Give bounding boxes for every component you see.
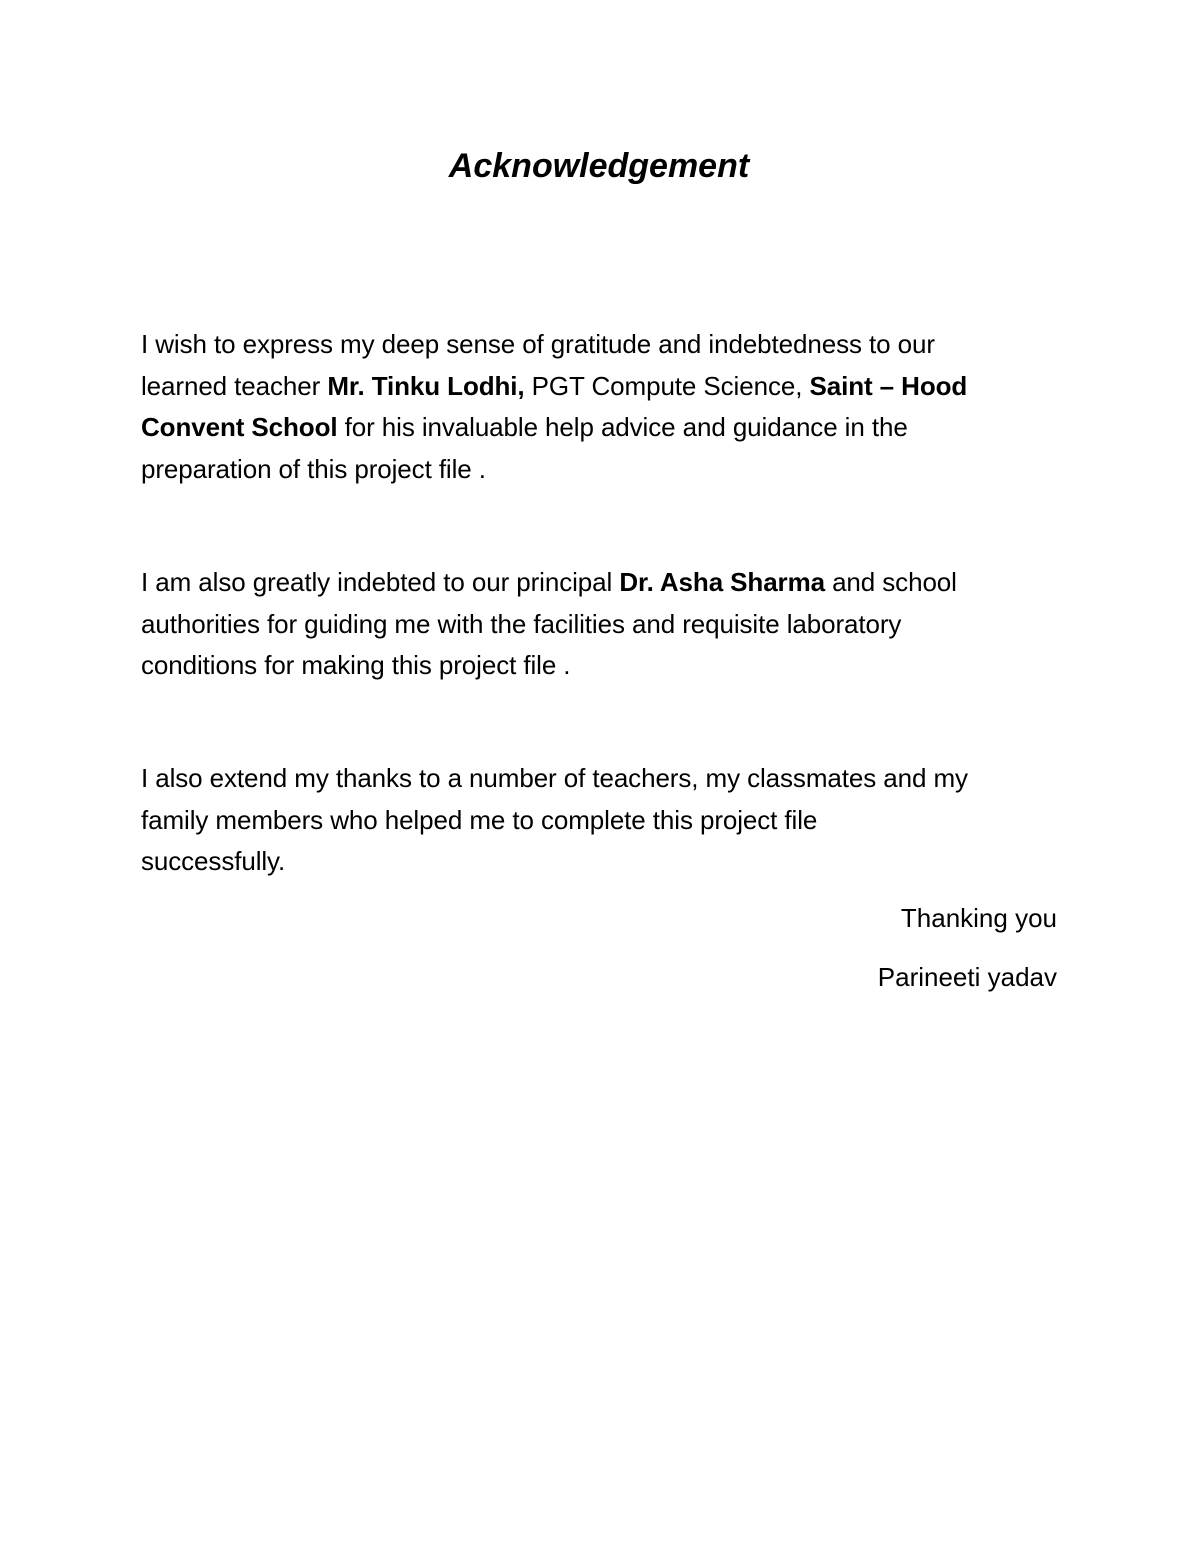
text-run: and school	[824, 567, 957, 597]
paragraph-line: successfully.	[141, 846, 286, 876]
paragraph-line: family members who helped me to complete this project file	[141, 804, 818, 835]
paragraph-thanks	[141, 758, 1051, 883]
text-run: I am also greatly indebted to our principal	[141, 567, 620, 597]
paragraph-gratitude	[141, 324, 1051, 490]
paragraph-line: I wish to express my deep sense of gratitude and indebtedness to our	[141, 329, 935, 359]
paragraph-line: conditions for making this project file .	[141, 650, 571, 680]
text-run: learned teacher	[141, 370, 328, 401]
closing-thanks: Thanking you	[900, 903, 1057, 933]
signatory-name: Parineeti yadav	[877, 962, 1057, 992]
school-name-part1: Saint – Hood	[809, 370, 968, 401]
paragraph-line	[141, 366, 1051, 408]
paragraph-line: I also extend my thanks to a number of teachers, my classmates and my	[141, 763, 968, 793]
paragraph-line: preparation of this project file .	[141, 453, 486, 484]
school-name-part2: Convent School	[141, 412, 338, 442]
paragraph-line: authorities for guiding me with the facilities and requisite laboratory	[141, 608, 902, 639]
paragraph-line	[141, 407, 1051, 449]
text-run: PGT Compute Science,	[524, 370, 810, 401]
text-run: for his invaluable help advice and guidance in the	[337, 412, 908, 442]
teacher-name: Mr. Tinku Lodhi,	[327, 370, 525, 401]
page-title: Acknowledgement	[448, 147, 750, 185]
paragraph-principal	[141, 562, 1051, 687]
principal-name: Dr. Asha Sharma	[619, 567, 825, 597]
paragraph-line	[141, 562, 1051, 604]
